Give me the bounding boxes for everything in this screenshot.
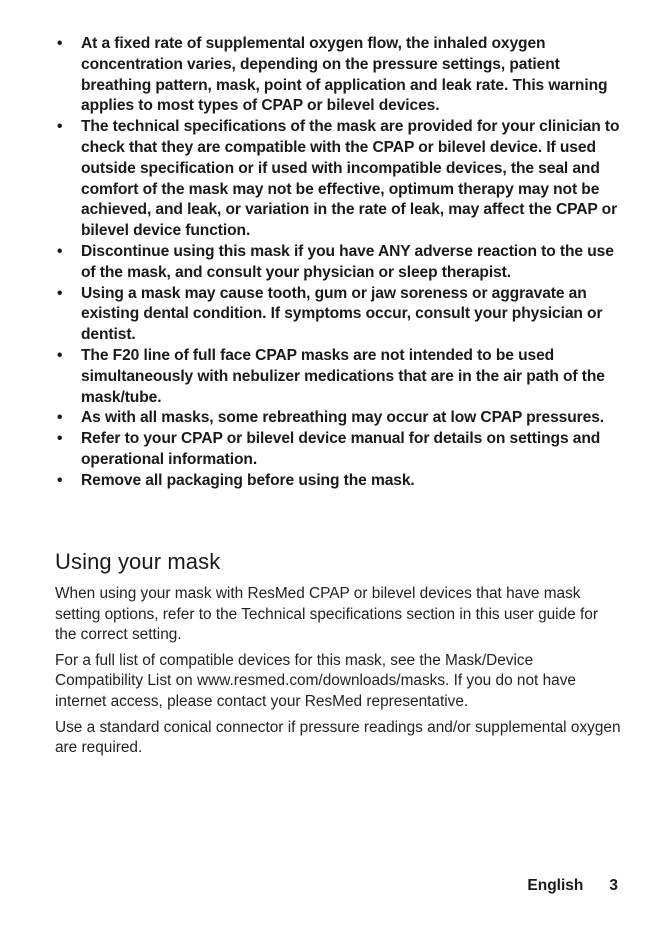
bullet-icon: • [57, 409, 63, 427]
list-item [54, 117, 622, 242]
list-item-text: The F20 line of full face CPAP masks are not intended to be used simultaneously with nebulizer medications that are in the air path of the mask/tube. [81, 346, 605, 406]
list-item [54, 242, 622, 284]
list-item-text: The technical specifications of the mask are provided for your clinician to check that they are compatible with the CPAP or bilevel device. If used outside specification or if used with incompatible devices, the seal and comfort of the mask may not be effective, optimum therapy may not be achieved, and leak, or variation in the rate of leak, may affect the CPAP or bilevel device function. [81, 118, 620, 240]
paragraph: When using your mask with ResMed CPAP or bilevel devices that have mask setting options, refer to the Technical specifications section in this user guide for the correct setting. [55, 585, 598, 644]
list-item-text: Refer to your CPAP or bilevel device manual for details on settings and operational information. [81, 430, 601, 468]
list-item [54, 429, 622, 471]
list-item [54, 346, 622, 408]
footer-language: English [527, 877, 584, 894]
section-body [55, 584, 621, 764]
bullet-icon: • [57, 242, 63, 260]
bullet-icon: • [57, 471, 63, 489]
warning-list [54, 34, 622, 492]
list-item [54, 284, 622, 346]
list-item [54, 34, 622, 117]
bullet-icon: • [57, 346, 63, 364]
bullet-icon: • [57, 284, 63, 302]
list-item [54, 408, 622, 429]
bullet-icon: • [57, 35, 63, 52]
list-item-text: As with all masks, some rebreathing may occur at low CPAP pressures. [81, 409, 605, 427]
list-item-text: Using a mask may cause tooth, gum or jaw soreness or aggravate an existing dental condition. If symptoms occur, consult your physician or dentist. [81, 284, 603, 344]
paragraph: Use a standard conical connector if pressure readings and/or supplemental oxygen are required. [55, 718, 621, 757]
list-item-text: Discontinue using this mask if you have ANY adverse reaction to the use of the mask, and consult your physician or sleep therapist. [81, 242, 614, 281]
list-item-text: At a fixed rate of supplemental oxygen flow, the inhaled oxygen concentration varies, depending on the pressure settings, patient breathing pattern, mask, point of application and leak rate. This warning applies to most types of CPAP or bilevel devices. [81, 35, 608, 115]
bullet-icon: • [57, 430, 63, 448]
list-item [54, 471, 622, 492]
bullet-icon: • [57, 118, 63, 136]
list-item-text: Remove all packaging before using the mask. [81, 471, 415, 489]
page-number: 3 [609, 877, 618, 894]
section-heading: Using your mask [55, 549, 221, 574]
paragraph: For a full list of compatible devices for this mask, see the Mask/Device Compatibility List on www.resmed.com/downloads/masks. If you do not have internet access, please contact your ResMed representative. [55, 651, 576, 710]
page-footer [527, 877, 618, 895]
